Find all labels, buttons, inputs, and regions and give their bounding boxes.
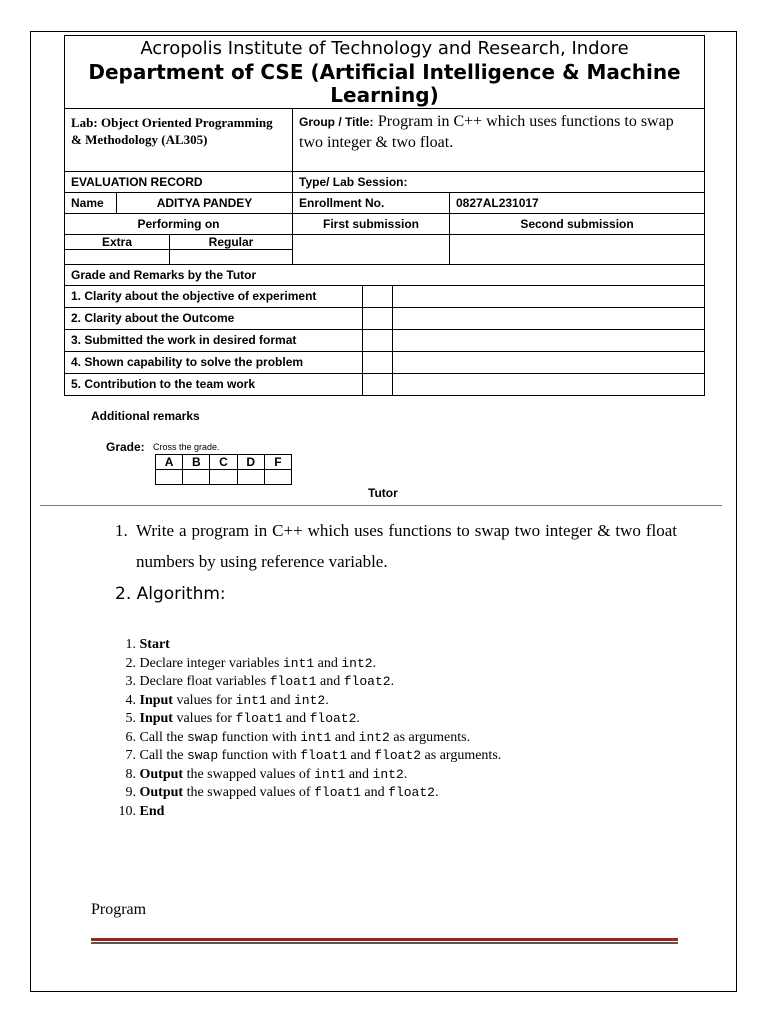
algorithm-step-text: . <box>434 785 439 800</box>
algorithm-step-number: 1. <box>125 637 136 652</box>
algorithm-step-text: and <box>266 692 294 708</box>
grade-f-box <box>264 470 291 485</box>
question-1-number: 1. <box>115 521 128 540</box>
institute-name: Acropolis Institute of Technology and Research, Indore <box>140 38 629 59</box>
regular-label: Regular <box>170 235 293 250</box>
algorithm-step-text: Declare float variables <box>139 674 270 689</box>
algorithm-step-text: int1 <box>314 766 346 782</box>
algorithm-step-text: float2 <box>309 711 357 726</box>
grade-b: B <box>183 455 210 470</box>
group-title-label: Group / Title: <box>299 115 374 129</box>
algorithm-step-text: . <box>356 711 360 726</box>
evaluation-record-label: EVALUATION RECORD <box>65 172 293 193</box>
lab-name: Lab: Object Oriented Programming & Methodology (AL305) <box>65 109 293 172</box>
evaluation-sheet <box>64 35 705 396</box>
question-2 <box>115 582 226 606</box>
enrollment-label: Enrollment No. <box>293 193 450 214</box>
algorithm-step-text: as arguments. <box>389 729 471 745</box>
algorithm-step-text: float1 <box>314 785 361 800</box>
grade-table <box>155 454 292 485</box>
performing-on-table <box>65 235 292 264</box>
group-title-cell <box>293 109 705 172</box>
algorithm-step-text: Output <box>139 766 184 782</box>
algorithm-step-text: . <box>372 655 377 671</box>
criterion-1: 1. Clarity about the objective of experiment <box>65 286 363 308</box>
algorithm-step-number: 10. <box>118 803 136 819</box>
enrollment-number: 0827AL231017 <box>450 193 705 214</box>
algorithm-step-number: 2. <box>125 655 136 671</box>
criterion-5-remark <box>393 374 705 396</box>
algorithm-step-text: swap <box>186 729 219 745</box>
algorithm-step-text: float1 <box>235 711 283 726</box>
criterion-2-remark <box>393 308 705 330</box>
algorithm-step-text: Input <box>139 711 173 726</box>
algorithm-step <box>112 803 501 822</box>
department-name: Department of CSE (Artificial Intelligence & Machine Learning) <box>88 60 681 107</box>
algorithm-step-text: float2 <box>388 785 435 800</box>
algorithm-step-number: 3. <box>125 674 136 689</box>
grade-c-box <box>210 470 237 485</box>
algorithm-step-text: and <box>314 655 342 671</box>
question-1-text: Write a program in C++ which uses functions to swap two integer & two float numbers by using reference variable. <box>136 521 677 571</box>
algorithm-step-text: . <box>390 674 395 689</box>
criterion-3: 3. Submitted the work in desired format <box>65 330 363 352</box>
grade-d-box <box>237 470 264 485</box>
criterion-4: 4. Shown capability to solve the problem <box>65 352 363 374</box>
criterion-1-remark <box>393 286 705 308</box>
name-label: Name <box>65 193 117 214</box>
criterion-4-mark <box>363 352 393 374</box>
algorithm-step-text: End <box>139 803 165 819</box>
algorithm-step-text: and <box>282 711 310 726</box>
algorithm-step-text: Call the <box>139 748 187 763</box>
algorithm-step-number: 8. <box>125 766 136 782</box>
cross-grade-hint: Cross the grade. <box>153 442 220 452</box>
title-block <box>65 36 705 109</box>
algorithm-step <box>112 636 501 655</box>
algorithm-step <box>112 710 501 729</box>
grade-a-box <box>156 470 183 485</box>
performing-on-cell <box>65 235 293 265</box>
algorithm-step-text: and <box>347 748 375 763</box>
algorithm-step-text: . <box>325 692 329 708</box>
algorithm-step-text: the swapped values of <box>183 785 315 800</box>
algorithm-step-text: float2 <box>343 674 391 689</box>
algorithm-step-text: int1 <box>282 655 315 671</box>
section-divider <box>40 505 722 506</box>
grade-a: A <box>156 455 183 470</box>
algorithm-step-number: 5. <box>125 711 136 726</box>
grade-d: D <box>237 455 264 470</box>
first-submission-cell <box>293 235 450 265</box>
algorithm-step <box>112 655 501 674</box>
algorithm-step-text: . <box>403 766 408 782</box>
algorithm-step <box>112 692 501 711</box>
algorithm-step <box>112 673 501 692</box>
performing-on-label: Performing on <box>65 214 293 235</box>
grade-remarks-label: Grade and Remarks by the Tutor <box>65 265 705 286</box>
additional-remarks-label: Additional remarks <box>91 409 200 423</box>
group-title-value: Program in C++ which uses functions to swap two integer & two float. <box>299 113 674 151</box>
algorithm-step-text: int2 <box>294 692 326 708</box>
algorithm-step-text: int2 <box>341 655 373 671</box>
algorithm-step-text: and <box>345 766 373 782</box>
grade-label: Grade: <box>106 440 145 454</box>
second-submission-cell <box>450 235 705 265</box>
algorithm-step-text: float2 <box>374 748 422 763</box>
algorithm-step <box>112 784 501 803</box>
question-2-number: 2. <box>115 584 132 604</box>
algorithm-step-number: 6. <box>125 729 136 745</box>
algorithm-step <box>112 766 501 785</box>
grade-f: F <box>264 455 291 470</box>
algorithm-step-text: int1 <box>235 692 267 708</box>
algorithm-step-text: the swapped values of <box>183 766 315 782</box>
criterion-3-remark <box>393 330 705 352</box>
criterion-3-mark <box>363 330 393 352</box>
algorithm-step-text: float1 <box>269 674 317 689</box>
tutor-label: Tutor <box>368 486 398 500</box>
question-1 <box>115 515 677 577</box>
algorithm-step-text: Input <box>139 692 173 708</box>
criterion-5-mark <box>363 374 393 396</box>
algorithm-step-text: Declare integer variables <box>139 655 283 671</box>
student-name: ADITYA PANDEY <box>117 193 293 214</box>
algorithm-step <box>112 729 501 748</box>
criterion-2-mark <box>363 308 393 330</box>
algorithm-step-number: 9. <box>125 785 136 800</box>
algorithm-step-text: float1 <box>300 748 348 763</box>
algorithm-step-text: Output <box>139 785 184 800</box>
extra-label: Extra <box>65 235 170 250</box>
extra-cell <box>65 250 170 265</box>
algorithm-step-text: function with <box>218 748 301 763</box>
algorithm-step-text: values for <box>172 711 236 726</box>
algorithm-step-text: as arguments. <box>421 748 502 763</box>
lab-session-label: Type/ Lab Session: <box>293 172 705 193</box>
criterion-1-mark <box>363 286 393 308</box>
regular-cell <box>170 250 293 265</box>
question-2-text: Algorithm: <box>136 584 226 604</box>
algorithm-step-number: 4. <box>125 692 136 708</box>
algorithm-step-number: 7. <box>125 748 136 763</box>
algorithm-step-text: Call the <box>139 729 187 745</box>
second-submission-label: Second submission <box>450 214 705 235</box>
program-heading: Program <box>91 901 147 918</box>
algorithm-step-text: swap <box>186 748 219 763</box>
algorithm-step-text: values for <box>172 692 236 708</box>
grade-b-box <box>183 470 210 485</box>
algorithm-step <box>112 747 501 766</box>
algorithm-step-text: int2 <box>358 729 390 745</box>
criterion-2: 2. Clarity about the Outcome <box>65 308 363 330</box>
footer-double-line <box>91 938 678 944</box>
algorithm-list <box>112 636 501 821</box>
grade-c: C <box>210 455 237 470</box>
algorithm-step-text: Start <box>139 637 170 652</box>
algorithm-step-text: and <box>316 674 344 689</box>
algorithm-step-text: and <box>331 729 359 745</box>
algorithm-step-text: function with <box>218 729 301 745</box>
algorithm-step-text: int1 <box>300 729 332 745</box>
algorithm-step-text: int2 <box>372 766 404 782</box>
first-submission-label: First submission <box>293 214 450 235</box>
algorithm-step-text: and <box>360 785 389 800</box>
criterion-5: 5. Contribution to the team work <box>65 374 363 396</box>
criterion-4-remark <box>393 352 705 374</box>
